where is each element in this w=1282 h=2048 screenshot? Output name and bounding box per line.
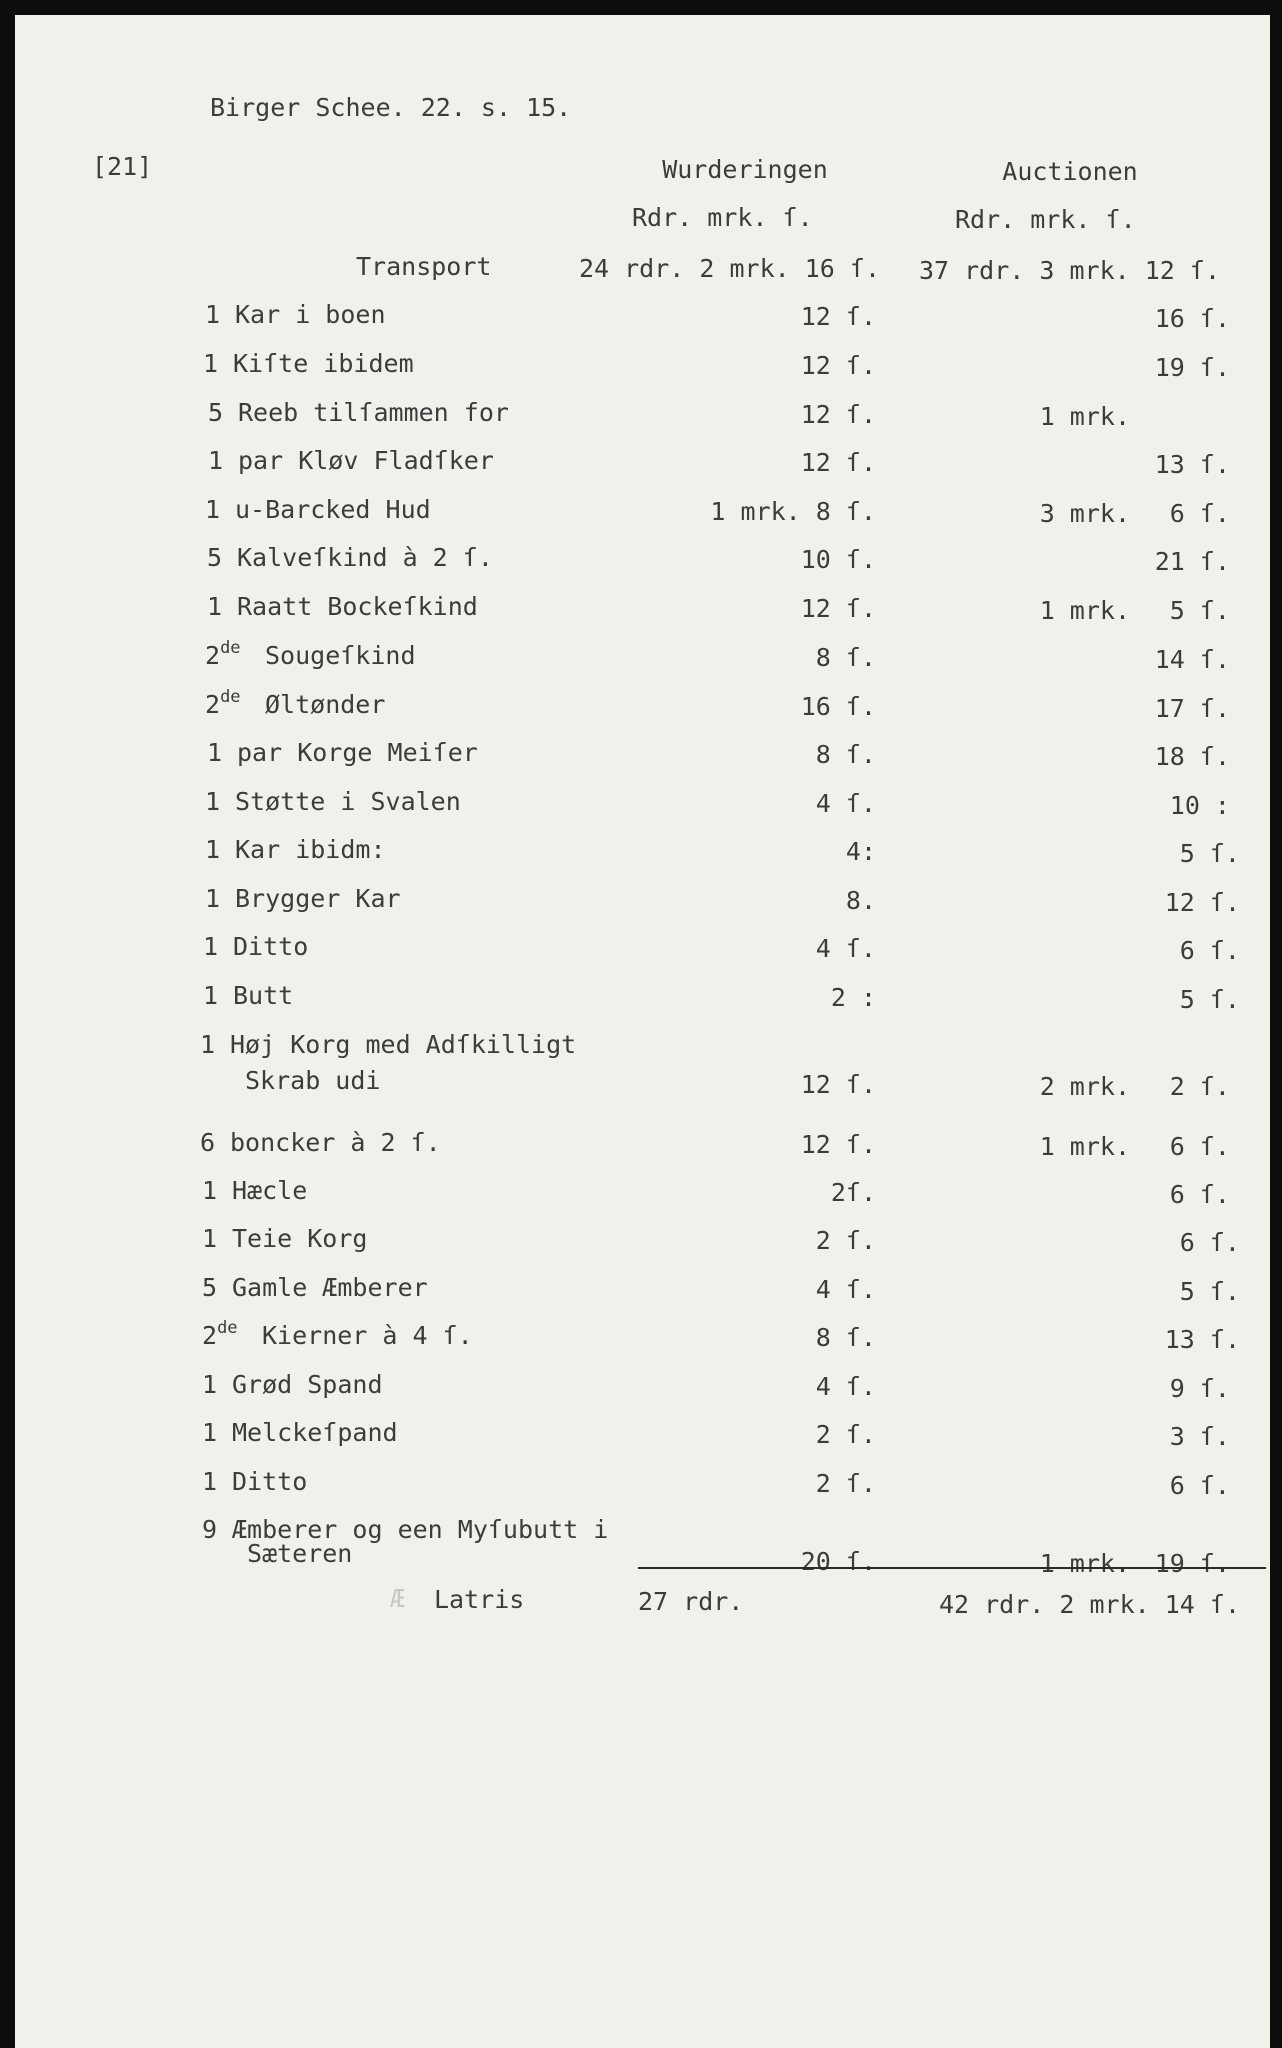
item-description: Kierner à 4 ſ. xyxy=(262,1321,473,1350)
item-quantity-ordinal: de xyxy=(220,638,241,658)
item-auction-mrk: 1 mrk. xyxy=(1039,402,1130,431)
item-quantity xyxy=(202,1370,217,1400)
item-wurdering-value: 4 ſ. xyxy=(815,934,876,963)
item-quantity xyxy=(202,1224,217,1254)
item-description: Sougeſkind xyxy=(265,641,416,670)
item-quantity-number: 1 xyxy=(203,349,219,378)
item-description: Hæcle xyxy=(232,1176,308,1205)
item-auction-skilling: 5 ſ. xyxy=(1179,839,1240,868)
item-auction-mrk: 3 mrk. xyxy=(1039,499,1130,528)
item-wurdering-value: 4 ſ. xyxy=(815,789,876,818)
item-auction-skilling: 19 ſ. xyxy=(1154,1549,1230,1578)
item-description-continued: Sæteren xyxy=(247,1539,353,1568)
item-description-continued: Skrab udi xyxy=(245,1066,381,1095)
item-quantity xyxy=(205,300,220,330)
item-auction-mrk: 1 mrk. xyxy=(1039,596,1130,625)
item-wurdering-value: 4 ſ. xyxy=(815,1372,876,1401)
item-quantity xyxy=(202,1273,217,1303)
item-wurdering-value: 1 mrk. 8 ſ. xyxy=(710,497,876,526)
item-quantity-number: 2 xyxy=(205,690,221,719)
totals-wurdering: 27 rdr. xyxy=(638,1587,744,1616)
item-auction-skilling: 19 ſ. xyxy=(1154,353,1230,382)
item-description: Æmberer og een Myſubutt i xyxy=(232,1515,609,1544)
item-wurdering-value: 2 ſ. xyxy=(815,1469,876,1498)
item-quantity xyxy=(205,495,220,525)
item-description: boncker à 2 ſ. xyxy=(230,1128,441,1157)
item-quantity xyxy=(202,1467,217,1497)
item-quantity-number: 5 xyxy=(208,398,224,427)
item-description: Kar i boen xyxy=(235,300,386,329)
item-quantity xyxy=(208,446,223,476)
item-description: Butt xyxy=(233,981,294,1010)
item-quantity xyxy=(205,884,220,914)
item-wurdering-value: 8 ſ. xyxy=(815,643,876,672)
item-wurdering-value: 2 ſ. xyxy=(815,1226,876,1255)
item-auction-skilling: 21 ſ. xyxy=(1154,547,1230,576)
item-auction-skilling: 6 ſ. xyxy=(1169,1132,1230,1161)
item-quantity xyxy=(200,1128,215,1158)
totals-label: Latris xyxy=(434,1585,525,1614)
item-quantity xyxy=(207,592,222,622)
item-auction-skilling: 12 ſ. xyxy=(1164,888,1240,917)
item-description: par Korge Meiſer xyxy=(237,738,478,767)
item-description: Kar ibidm: xyxy=(235,835,386,864)
item-description: Kiſte ibidem xyxy=(233,349,414,378)
item-auction-skilling: 2 ſ. xyxy=(1169,1072,1230,1101)
item-quantity-number: 1 xyxy=(205,835,221,864)
item-quantity-number: 2 xyxy=(205,641,221,670)
item-quantity-number: 1 xyxy=(202,1418,218,1447)
item-quantity xyxy=(202,1515,217,1545)
item-auction-mrk: 2 mrk. xyxy=(1039,1072,1130,1101)
item-quantity-number: 1 xyxy=(207,738,223,767)
item-wurdering-value: 12 ſ. xyxy=(800,400,876,429)
item-wurdering-value: 2 ſ. xyxy=(815,1420,876,1449)
item-wurdering-value: 12 ſ. xyxy=(800,351,876,380)
item-description: Teie Korg xyxy=(232,1224,368,1253)
item-description: Melckeſpand xyxy=(232,1418,398,1447)
column-units-auctionen: Rdr. mrk. ſ. xyxy=(955,205,1136,234)
item-quantity-number: 1 xyxy=(202,1467,218,1496)
item-quantity xyxy=(200,1030,215,1060)
item-quantity xyxy=(205,787,220,817)
item-auction-skilling: 6 ſ. xyxy=(1169,1180,1230,1209)
item-auction-skilling: 13 ſ. xyxy=(1154,450,1230,479)
item-quantity-number: 1 xyxy=(208,446,224,475)
item-auction-skilling: 17 ſ. xyxy=(1154,694,1230,723)
item-wurdering-value: 8 ſ. xyxy=(815,1323,876,1352)
folio-number: [21] xyxy=(92,152,153,181)
item-description: Øltønder xyxy=(265,690,386,719)
item-quantity xyxy=(203,932,218,962)
item-quantity xyxy=(203,349,218,379)
item-description: Raatt Bockeſkind xyxy=(237,592,478,621)
item-quantity-number: 1 xyxy=(202,1370,218,1399)
item-quantity-number: 6 xyxy=(200,1128,216,1157)
item-auction-skilling: 9 ſ. xyxy=(1169,1374,1230,1403)
item-wurdering-value: 4 ſ. xyxy=(815,1275,876,1304)
item-quantity-number: 1 xyxy=(202,1224,218,1253)
item-description: par Kløv Fladſker xyxy=(238,446,494,475)
item-description: Brygger Kar xyxy=(235,884,401,913)
item-quantity-number: 1 xyxy=(205,787,221,816)
item-wurdering-value: 2ſ. xyxy=(830,1178,876,1207)
item-auction-skilling: 13 ſ. xyxy=(1164,1325,1240,1354)
item-wurdering-value: 4: xyxy=(845,837,876,866)
transport-wurdering: 24 rdr. 2 mrk. 16 ſ. xyxy=(578,254,880,283)
sum-rule xyxy=(638,1567,1266,1569)
item-quantity-number: 1 xyxy=(205,884,221,913)
item-quantity-number: 1 xyxy=(203,932,219,961)
item-auction-skilling: 6 ſ. xyxy=(1179,936,1240,965)
item-quantity-number: 1 xyxy=(203,981,219,1010)
item-quantity xyxy=(202,1176,217,1206)
item-quantity xyxy=(202,1318,238,1351)
item-quantity-number: 1 xyxy=(205,300,221,329)
item-description: Ditto xyxy=(233,932,309,961)
item-auction-skilling: 6 ſ. xyxy=(1169,499,1230,528)
item-quantity-number: 9 xyxy=(202,1515,218,1544)
item-auction-mrk: 1 mrk. xyxy=(1039,1549,1130,1578)
item-description: Grød Spand xyxy=(232,1370,383,1399)
item-auction-skilling: 3 ſ. xyxy=(1169,1422,1230,1451)
item-quantity xyxy=(205,687,241,720)
item-quantity xyxy=(205,638,241,671)
faint-mark: Æ xyxy=(390,1584,406,1613)
item-quantity xyxy=(208,398,223,428)
item-quantity-number: 2 xyxy=(202,1321,218,1350)
item-auction-skilling: 5 ſ. xyxy=(1169,596,1230,625)
item-quantity-number: 5 xyxy=(207,543,223,572)
transport-label: Transport xyxy=(356,252,492,281)
item-wurdering-value: 20 ſ. xyxy=(800,1547,876,1576)
item-auction-mrk: 1 mrk. xyxy=(1039,1132,1130,1161)
item-auction-skilling: 16 ſ. xyxy=(1154,304,1230,333)
item-auction-skilling: 10 : xyxy=(1169,791,1230,820)
transport-auction: 37 rdr. 3 mrk. 12 ſ. xyxy=(918,256,1220,285)
item-wurdering-value: 10 ſ. xyxy=(800,545,876,574)
item-quantity-number: 1 xyxy=(205,495,221,524)
item-auction-skilling: 14 ſ. xyxy=(1154,645,1230,674)
item-description: Høj Korg med Adſkilligt xyxy=(230,1030,577,1059)
item-quantity-ordinal: de xyxy=(220,687,241,707)
item-quantity xyxy=(205,835,220,865)
item-quantity-number: 1 xyxy=(200,1030,216,1059)
item-quantity-number: 5 xyxy=(202,1273,218,1302)
item-quantity-number: 1 xyxy=(202,1176,218,1205)
item-auction-skilling: 5 ſ. xyxy=(1179,1277,1240,1306)
item-wurdering-value: 12 ſ. xyxy=(800,1070,876,1099)
item-wurdering-value: 8. xyxy=(845,886,876,915)
item-wurdering-value: 12 ſ. xyxy=(800,594,876,623)
item-description: Støtte i Svalen xyxy=(235,787,461,816)
item-quantity-ordinal: de xyxy=(217,1318,238,1338)
column-units-wurderingen: Rdr. mrk. ſ. xyxy=(632,203,813,232)
item-quantity-number: 1 xyxy=(207,592,223,621)
item-wurdering-value: 12 ſ. xyxy=(800,448,876,477)
item-auction-skilling: 6 ſ. xyxy=(1179,1228,1240,1257)
item-description: Reeb tilſammen for xyxy=(238,398,509,427)
item-wurdering-value: 8 ſ. xyxy=(815,740,876,769)
item-wurdering-value: 12 ſ. xyxy=(800,302,876,331)
item-description: Kalveſkind à 2 ſ. xyxy=(237,543,493,572)
item-description: Gamle Æmberer xyxy=(232,1273,428,1302)
column-heading-wurderingen: Wurderingen xyxy=(662,155,828,184)
column-heading-auctionen: Auctionen xyxy=(1002,157,1138,186)
item-quantity xyxy=(203,981,218,1011)
item-quantity xyxy=(207,738,222,768)
item-wurdering-value: 16 ſ. xyxy=(800,692,876,721)
item-quantity xyxy=(202,1418,217,1448)
page-heading: Birger Schee. 22. s. 15. xyxy=(210,93,572,122)
item-wurdering-value: 2 : xyxy=(830,983,876,1012)
item-wurdering-value: 12 ſ. xyxy=(800,1130,876,1159)
item-auction-skilling: 6 ſ. xyxy=(1169,1471,1230,1500)
item-description: Ditto xyxy=(232,1467,308,1496)
totals-auction: 42 rdr. 2 mrk. 14 ſ. xyxy=(938,1590,1240,1619)
item-quantity xyxy=(207,543,222,573)
item-auction-skilling: 5 ſ. xyxy=(1179,985,1240,1014)
item-description: u-Barcked Hud xyxy=(235,495,431,524)
item-auction-skilling: 18 ſ. xyxy=(1154,742,1230,771)
